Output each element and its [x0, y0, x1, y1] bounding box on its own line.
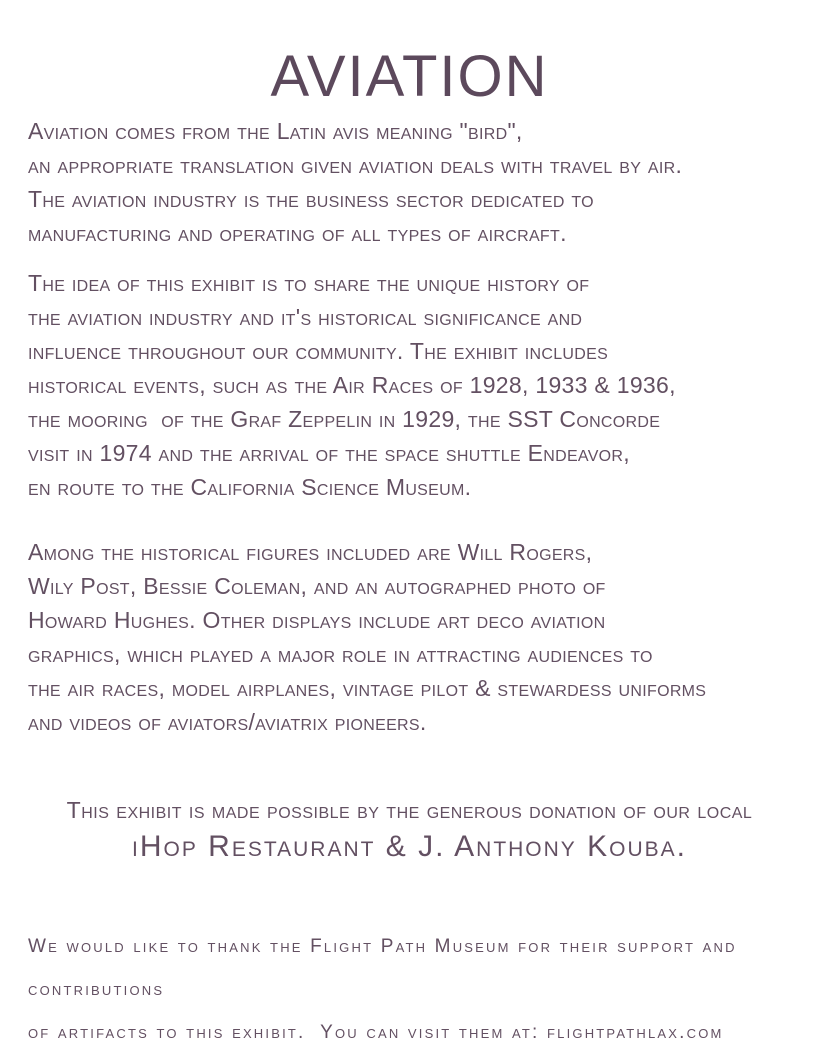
page-title: AVIATION [270, 44, 549, 109]
text-line: Howard Hughes. Other displays include art deco aviation [28, 607, 606, 633]
donor-names-line: iHop Restaurant & J. Anthony Kouba. [131, 830, 688, 863]
thanks-line: We would like to thank the Flight Path Museum for their support and contributions [28, 936, 745, 1000]
donation-line: This exhibit is made possible by the generous donation of our local [66, 797, 753, 823]
text-line: influence throughout our community. The exhibit includes [28, 338, 609, 364]
text-line: manufacturing and operating of all types of aircraft. [28, 220, 567, 246]
text-line: Aviation comes from the Latin avis meaning "bird", [28, 118, 523, 144]
museum-thanks-footer [0, 925, 819, 1054]
text-line: the aviation industry and it's historical significance and [28, 304, 583, 330]
text-line: an appropriate translation given aviation deals with travel by air. [28, 152, 683, 178]
historical-figures-paragraph [0, 535, 819, 739]
intro-paragraph [0, 114, 819, 250]
exhibit-history-paragraph [0, 266, 819, 504]
text-line: the mooring of the Graf Zeppelin in 1929, the SST Concorde [28, 406, 661, 432]
text-line: and videos of aviators/aviatrix pioneers. [28, 709, 427, 735]
website-line: of artifacts to this exhibit. You can visit them at: flightpathlax.com [28, 1022, 724, 1043]
text-line: visit in 1974 and the arrival of the space shuttle Endeavor, [28, 440, 630, 466]
text-line: the air races, model airplanes, vintage pilot & stewardess uniforms [28, 675, 707, 701]
text-line: graphics, which played a major role in attracting audiences to [28, 641, 653, 667]
text-line: en route to the California Science Museum. [28, 474, 472, 500]
text-line: Among the historical figures included are Will Rogers, [28, 539, 593, 565]
donor-acknowledgment [0, 793, 819, 867]
text-line: The idea of this exhibit is to share the unique history of [28, 270, 590, 296]
text-line: historical events, such as the Air Races of 1928, 1933 & 1936, [28, 372, 676, 398]
text-line: Wily Post, Bessie Coleman, and an autographed photo of [28, 573, 606, 599]
text-line: The aviation industry is the business sector dedicated to [28, 186, 594, 212]
